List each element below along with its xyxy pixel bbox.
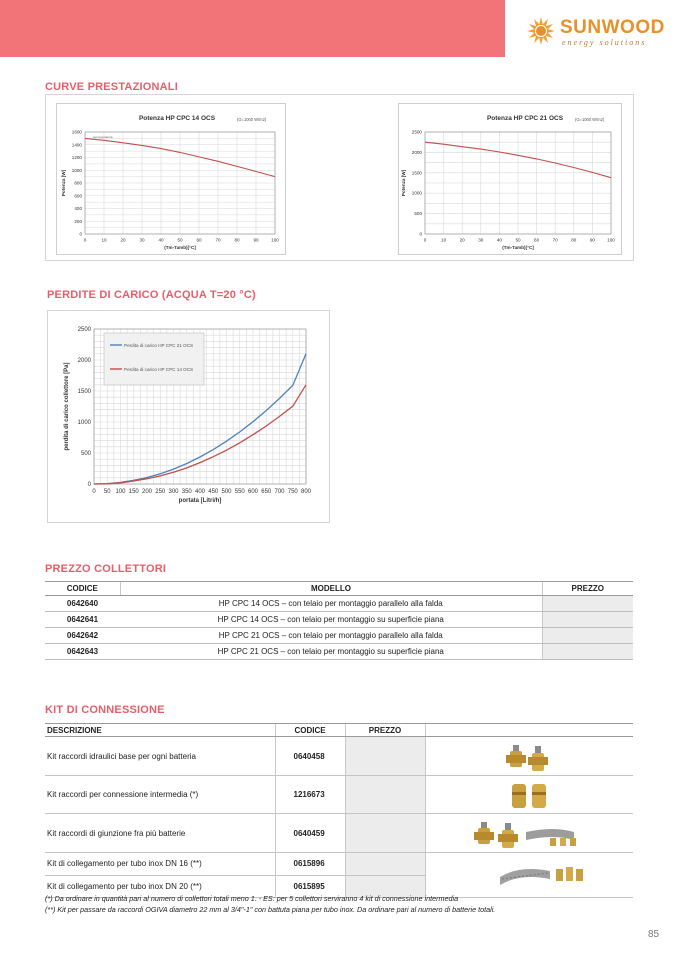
table-header-row: [45, 724, 633, 737]
row-code: 0615896: [275, 853, 345, 876]
y-tick-label: 1400: [71, 142, 82, 148]
y-tick-label: 0: [79, 231, 82, 237]
row-code: 0642640: [45, 596, 120, 612]
x-tick-label: 10: [441, 237, 447, 243]
x-tick-label: 150: [128, 489, 139, 495]
col-header-codice: CODICE: [275, 724, 345, 737]
y-axis-label: Potenza [W]: [61, 169, 66, 197]
chart-title: Potenza HP CPC 21 OCS: [486, 115, 564, 122]
section-title-kit: KIT DI CONNESSIONE: [45, 704, 165, 716]
row-desc: Kit di collegamento per tubo inox DN 16 (**): [45, 853, 275, 876]
chart-subtitle: (G=1000 W/m2): [575, 117, 605, 122]
y-tick-label: 1500: [411, 170, 422, 176]
section-title-curve: CURVE PRESTAZIONALI: [45, 81, 178, 93]
table-row: [45, 814, 633, 853]
legend-box: [104, 333, 204, 385]
table-row: [45, 612, 633, 628]
table-row: [45, 776, 633, 814]
legend-label: curva potenza: [93, 135, 113, 139]
x-tick-label: 70: [552, 237, 558, 243]
x-tick-label: 650: [261, 489, 272, 495]
x-tick-label: 20: [120, 237, 126, 243]
x-tick-label: 50: [515, 237, 521, 243]
row-price: [345, 853, 425, 876]
col-header-prezzo: PREZZO: [345, 724, 425, 737]
table-row: [45, 628, 633, 644]
row-model: HP CPC 21 OCS – con telaio per montaggio su superficie piana: [120, 644, 542, 660]
x-tick-label: 350: [181, 489, 192, 495]
x-tick-label: 60: [534, 237, 540, 243]
prezzo-collettori-table: [45, 581, 633, 660]
x-tick-label: 10: [101, 237, 107, 243]
row-code: 0642642: [45, 628, 120, 644]
col-header-prezzo: PREZZO: [542, 582, 633, 596]
brass-fittings-icon: [426, 737, 626, 773]
x-tick-label: 750: [287, 489, 298, 495]
row-desc: Kit di collegamento per tubo inox DN 20 (**): [45, 875, 275, 898]
x-tick-label: 450: [208, 489, 219, 495]
product-image-cell: [425, 814, 633, 853]
x-tick-label: 700: [274, 489, 285, 495]
row-price: [345, 737, 425, 776]
y-axis-label: Potenza [W]: [401, 169, 406, 197]
row-price: [542, 644, 633, 660]
x-tick-label: 60: [196, 237, 202, 243]
x-tick-label: 400: [194, 489, 206, 495]
x-tick-label: 30: [478, 237, 484, 243]
row-model: HP CPC 14 OCS – con telaio per montaggio su superficie piana: [120, 612, 542, 628]
y-tick-label: 400: [74, 206, 82, 212]
row-model: HP CPC 21 OCS – con telaio per montaggio parallelo alla falda: [120, 628, 542, 644]
y-tick-label: 2000: [77, 358, 91, 364]
x-tick-label: 80: [571, 237, 577, 243]
x-tick-label: 40: [496, 237, 502, 243]
x-tick-label: 600: [247, 489, 259, 495]
x-axis-label: (Tm-Tamb)[°C]: [502, 245, 534, 251]
x-axis-label: (Tm-Tamb)[°C]: [164, 245, 196, 251]
chart-panel-21: [398, 103, 622, 255]
x-tick-label: 300: [168, 489, 179, 495]
y-tick-label: 1600: [71, 129, 82, 135]
section-title-prezzo: PREZZO COLLETTORI: [45, 563, 167, 575]
inox-hose-kit-icon: [426, 853, 626, 895]
chart-panel-perdite: [47, 310, 330, 523]
row-model: HP CPC 14 OCS – con telaio per montaggio parallelo alla falda: [120, 596, 542, 612]
x-tick-label: 30: [139, 237, 145, 243]
col-header-modello: MODELLO: [120, 582, 542, 596]
y-tick-label: 1000: [71, 167, 82, 173]
x-tick-label: 550: [234, 489, 245, 495]
product-image-cell: [425, 853, 633, 898]
table-row: [45, 853, 633, 876]
y-tick-label: 0: [419, 231, 422, 237]
y-tick-label: 800: [74, 180, 82, 186]
chart-subtitle: (G=1000 W/m2): [237, 117, 267, 122]
y-tick-label: 500: [414, 211, 422, 217]
y-axis-label: perdita di carico collettore [Pa]: [64, 362, 70, 451]
y-tick-label: 600: [74, 193, 82, 199]
y-tick-label: 2500: [77, 327, 91, 333]
x-tick-label: 80: [234, 237, 240, 243]
table-row: [45, 644, 633, 660]
row-code: 0642643: [45, 644, 120, 660]
y-tick-label: 0: [87, 482, 91, 488]
chart-panel-14: [56, 103, 286, 255]
x-tick-label: 250: [155, 489, 166, 495]
performance-curves-box: [45, 94, 634, 261]
x-tick-label: 20: [459, 237, 465, 243]
sun-logo-icon: [526, 16, 556, 46]
x-tick-label: 800: [300, 489, 312, 495]
y-tick-label: 500: [80, 451, 91, 457]
x-axis-label: portata [Litri/h]: [178, 498, 222, 504]
row-code: 0640459: [275, 814, 345, 853]
table-header-row: [45, 582, 633, 596]
x-tick-label: 0: [92, 489, 96, 495]
x-tick-label: 70: [215, 237, 221, 243]
header-band: [0, 0, 505, 57]
y-tick-label: 1000: [77, 420, 91, 426]
row-desc: Kit raccordi idraulici base per ogni batteria: [45, 737, 275, 776]
y-tick-label: 1000: [411, 190, 422, 196]
x-tick-label: 500: [221, 489, 232, 495]
footnote-1: (*) Da ordinare in quantità pari al numero di collettori totali meno 1. - ES: per 5 collettori serviranno 4 kit di connessione intermedia: [45, 894, 459, 903]
x-tick-label: 90: [253, 237, 259, 243]
table-row: [45, 737, 633, 776]
x-tick-label: 100: [271, 237, 279, 243]
brand-name: SUNWOOD: [560, 17, 665, 38]
x-tick-label: 50: [177, 237, 183, 243]
chart-title: Potenza HP CPC 14 OCS: [138, 115, 216, 122]
table-row: [45, 596, 633, 612]
row-price: [542, 628, 633, 644]
x-tick-label: 90: [589, 237, 595, 243]
row-desc: Kit raccordi per connessione intermedia (*): [45, 776, 275, 814]
row-code: 0640458: [275, 737, 345, 776]
sunwood-logo: [526, 14, 666, 50]
row-code: 0642641: [45, 612, 120, 628]
row-code: 0615895: [275, 875, 345, 898]
x-tick-label: 40: [158, 237, 164, 243]
chart-potenza-21: [399, 104, 621, 254]
row-code: 1216673: [275, 776, 345, 814]
section-title-perdite: PERDITE DI CARICO (ACQUA T=20 °C): [47, 289, 256, 301]
x-tick-label: 50: [103, 489, 111, 495]
y-tick-label: 1200: [71, 155, 82, 161]
row-price: [345, 814, 425, 853]
brand-tagline: energy solutions: [562, 38, 647, 47]
x-tick-label: 0: [423, 237, 427, 243]
product-image-cell: [425, 737, 633, 776]
brass-connector-icon: [426, 777, 626, 811]
footnotes: [45, 893, 495, 915]
col-header-descrizione: DESCRIZIONE: [45, 724, 275, 737]
row-price: [345, 776, 425, 814]
x-tick-label: 100: [607, 237, 615, 243]
row-price: [542, 612, 633, 628]
legend-entry: Perdita di carico HP CPC 21 OCS: [124, 343, 194, 348]
x-tick-label: 100: [115, 489, 126, 495]
x-tick-label: 200: [141, 489, 153, 495]
chart-potenza-14: [57, 104, 285, 254]
chart-perdite-carico: [48, 311, 329, 522]
y-tick-label: 200: [74, 218, 82, 224]
legend-entry: Perdita di carico HP CPC 14 OCS: [124, 367, 194, 372]
page-number: 85: [648, 929, 660, 940]
kit-connessione-table: [45, 723, 633, 898]
footnote-2: (**) Kit per passare da raccordi OGIVA diametro 22 mm al 3/4"-1" con battuta piana per tubo inox. Da ordinare pari al numero di batterie totali.: [45, 905, 496, 914]
x-tick-label: 0: [83, 237, 87, 243]
row-price: [542, 596, 633, 612]
y-tick-label: 2000: [411, 149, 422, 155]
row-desc: Kit raccordi di giunzione fra più batterie: [45, 814, 275, 853]
junction-kit-icon: [426, 814, 626, 850]
col-header-codice: CODICE: [45, 582, 120, 596]
y-tick-label: 1500: [77, 389, 91, 395]
y-tick-label: 2500: [411, 129, 422, 135]
product-image-cell: [425, 776, 633, 814]
col-header-image: [425, 724, 633, 737]
